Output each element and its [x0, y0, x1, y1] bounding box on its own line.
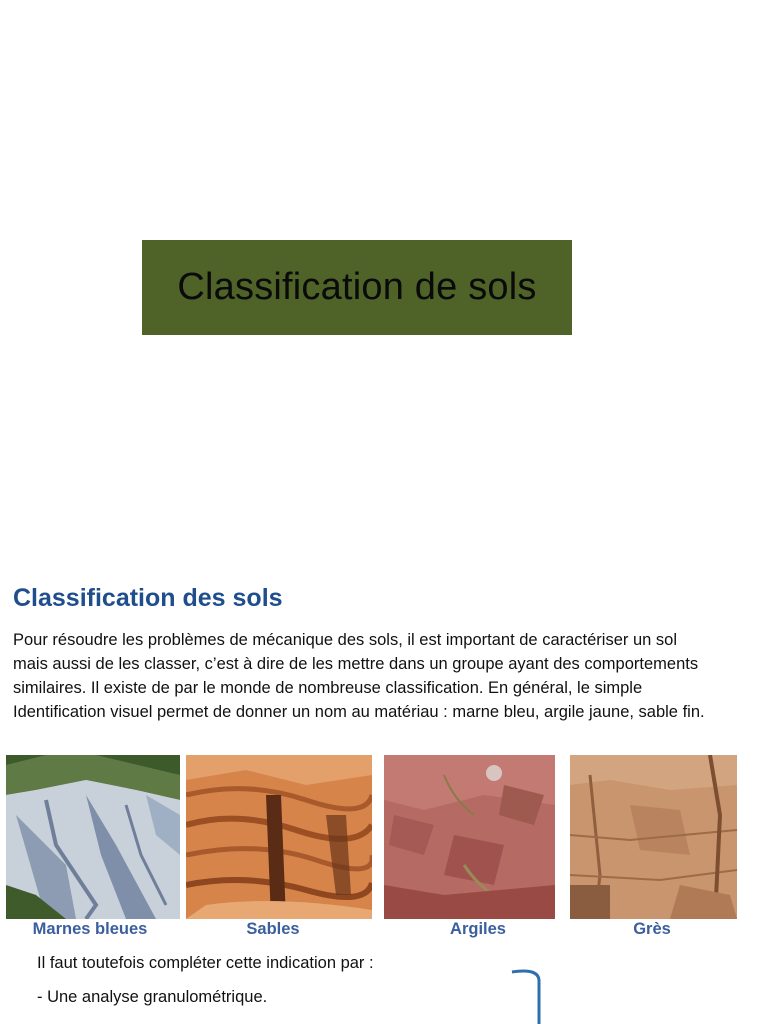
title-banner	[142, 240, 572, 335]
note-line-1: Il faut toutefois compléter cette indication par :	[37, 954, 374, 972]
page-title: Classification de sols	[177, 266, 537, 308]
intro-paragraph: Pour résoudre les problèmes de mécanique des sols, il est important de caractériser un sol mais aussi de les classer, c’est à dire de les mettre dans un groupe ayant des comportements similaires. Il existe de par le monde de nombreuse classification. En général, le simple Identification visuel permet de donner un nom au matériau : marne bleu, argile jaune, sable fin.	[13, 631, 705, 721]
caption-gres: Grès	[633, 920, 671, 938]
caption-sables: Sables	[246, 920, 300, 938]
caption-argiles: Argiles	[450, 920, 506, 938]
clay-photo	[384, 755, 555, 919]
sand-photo	[186, 755, 372, 919]
marl-photo	[6, 755, 180, 919]
section-heading: Classification des sols	[13, 584, 283, 612]
sandstone-photo	[570, 755, 737, 919]
bracket-icon	[508, 968, 548, 1024]
caption-marnes-bleues: Marnes bleues	[32, 920, 148, 938]
soil-photo-gallery	[0, 755, 768, 945]
note-line-2: - Une analyse granulométrique.	[37, 988, 268, 1006]
